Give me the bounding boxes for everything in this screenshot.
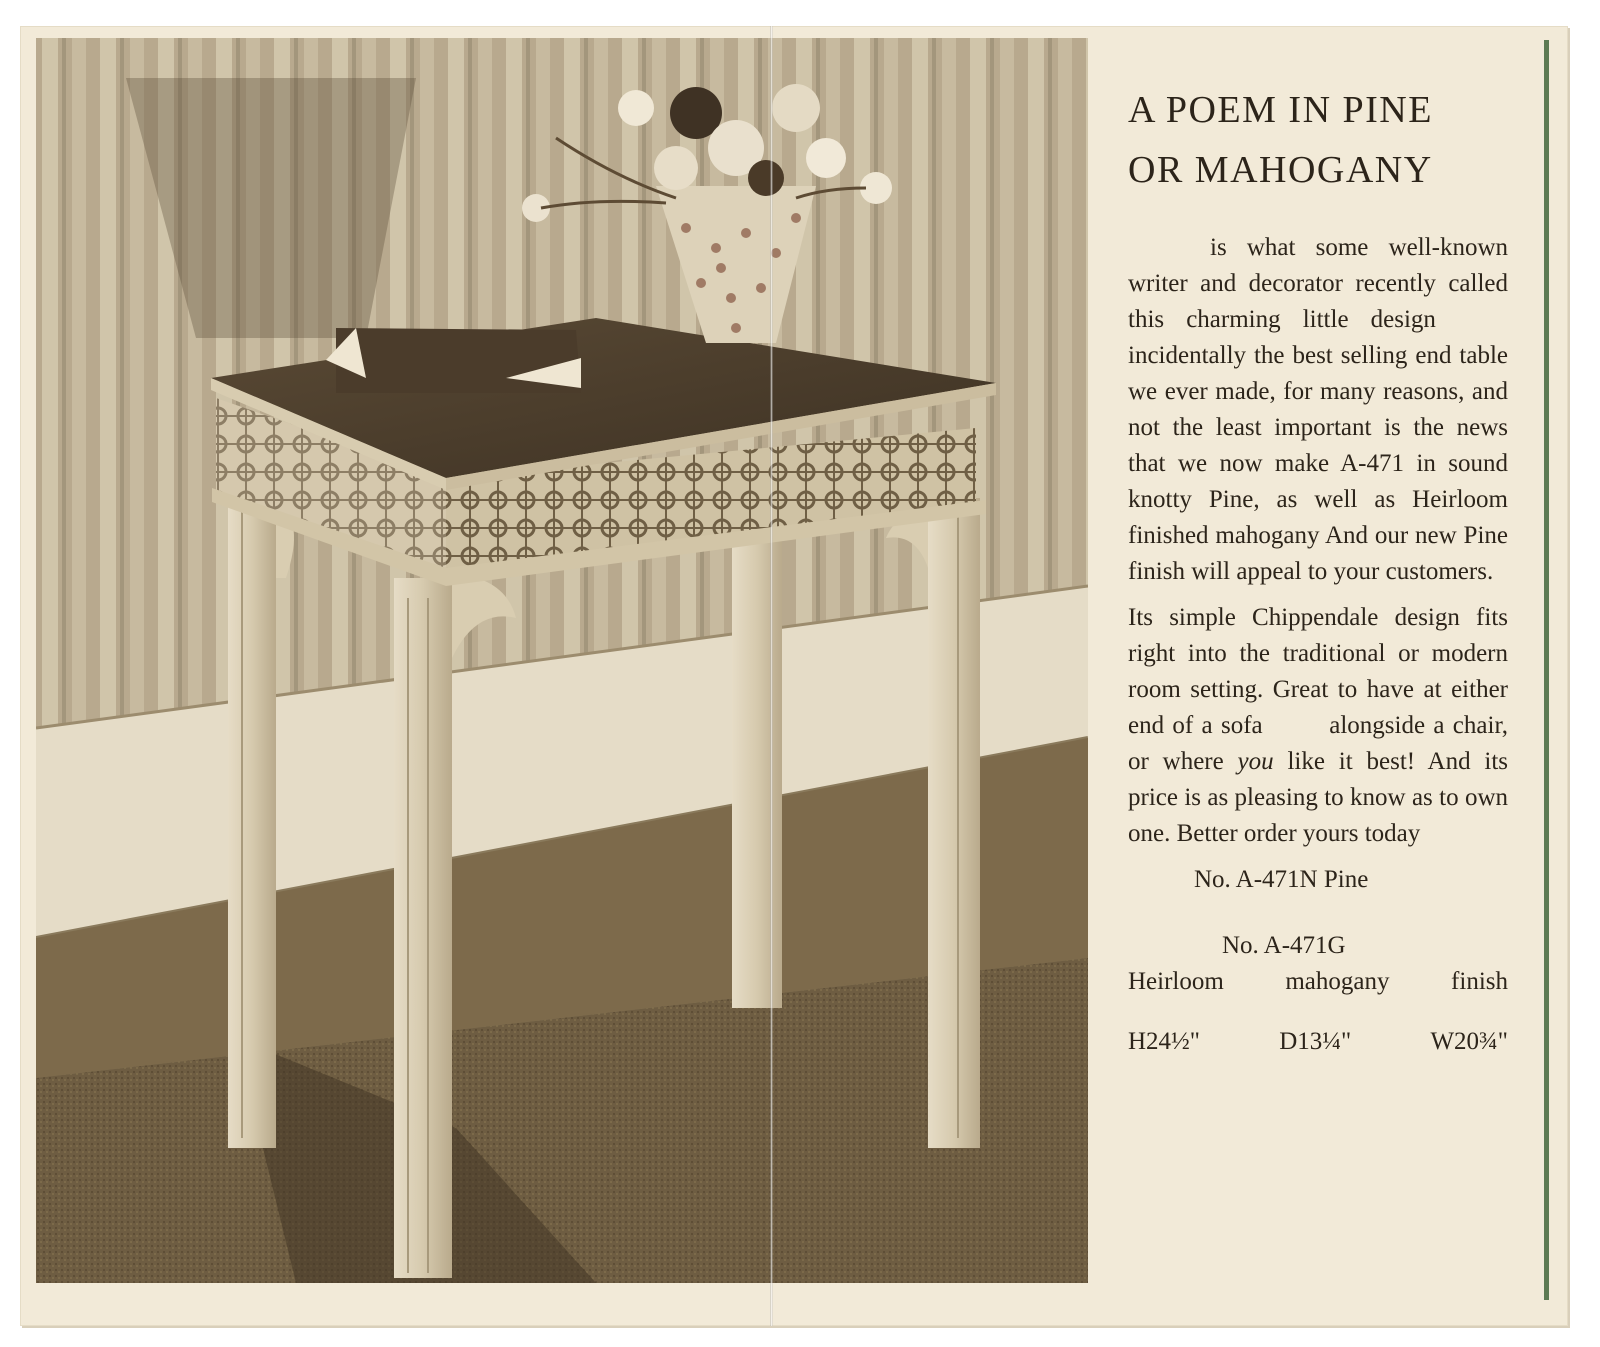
dimension-depth: D13¼" [1279,1028,1352,1055]
paragraph-design [1128,600,1508,852]
dimension-height: H24½" [1128,1028,1201,1055]
spine-edge [1544,40,1549,1300]
product-photo [36,38,1088,1283]
dimensions [1128,1028,1508,1056]
headline-line-1: A POEM IN PINE [1128,89,1433,131]
model-mahogany: No. A-471G [1222,932,1346,959]
text-column [1128,80,1508,1056]
dimension-width: W20¾" [1430,1028,1508,1055]
design-emphasis: you [1237,748,1274,775]
model-mahogany-finish: Heirloom mahogany finish [1128,968,1508,995]
model-pine: No. A-471N Pine [1194,866,1369,893]
intro-part-2: incidentally the best selling end table we ever made, for many reasons, and not the least important is the news that we now make A-471 in sound knotty Pine, as well as Heirloom finished mahogany And our new Pine finish will appeal to your customers. [1128,342,1508,585]
design-part-1: Its simple Chippendale design fits right into the traditional or modern room setting. Great to have at either end of a sofa [1128,604,1508,739]
paragraph-intro [1128,230,1508,590]
center-fold [770,26,773,1326]
intro-part-1: is what some well-known writer and decorator recently called this charming little design [1128,234,1508,333]
design-part-2: alongside a chair, or where [1128,712,1509,775]
design-part-3: like it best! And its price is as pleasing to know as to own one. Better order yours today [1128,748,1509,847]
headline [1128,80,1508,200]
headline-line-2: OR MAHOGANY [1128,149,1433,191]
